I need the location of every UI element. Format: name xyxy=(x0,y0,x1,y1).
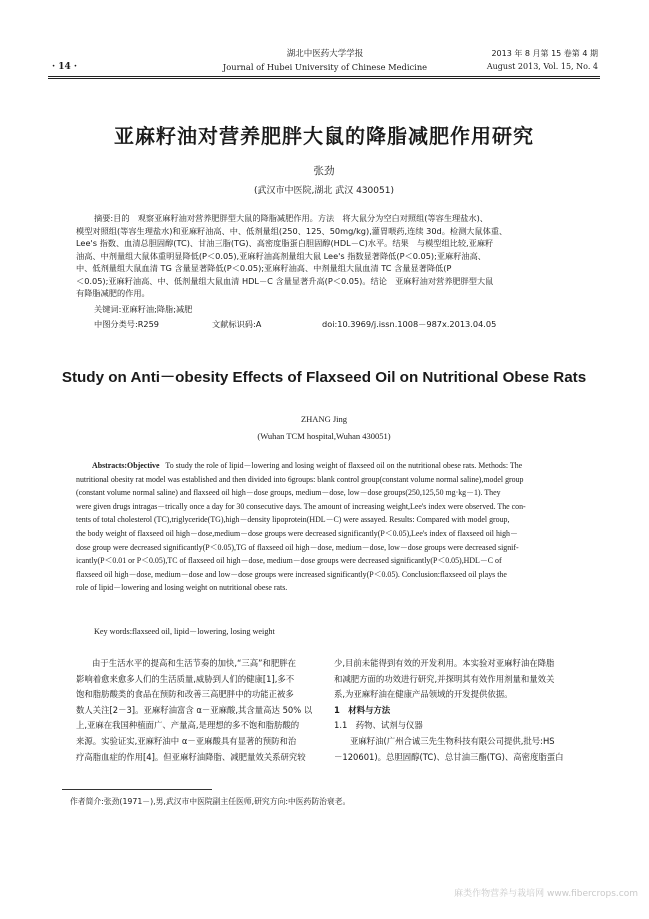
footnote-rule xyxy=(62,789,212,790)
abstract-cn xyxy=(76,212,578,300)
body-line: 来源。实验证实,亚麻籽油中 α－亚麻酸具有显著的预防和治 xyxy=(76,735,297,746)
abstract-en-line: To study the role of lipid－lowering and losing weight of flaxseed oil on the nutritional obese rats. Methods: The xyxy=(165,461,523,470)
keywords-cn: 关键词:亚麻籽油;降脂;减肥 xyxy=(94,304,193,314)
abstract-en-line: role of lipid－lowering and losing weight on nutritional obese rats. xyxy=(76,583,288,593)
author-cn: 张劲 xyxy=(313,165,335,177)
body-line: 和减肥方面的功效进行研究,并探明其有效作用剂量和量效关 xyxy=(334,673,555,684)
body-line: 上,亚麻在我国种植面广、产量高,是理想的多不饱和脂肪酸的 xyxy=(76,720,300,731)
subsection-heading: 1.1 药物、试剂与仪器 xyxy=(334,720,423,731)
page-number: · 14 · xyxy=(52,62,78,72)
abstract-cn-line: 模型对照组(等容生理盐水)和亚麻籽油高、中、低剂量组(250、125、50mg/kg),灌胃喂药,连续 30d。检测大鼠体重、 xyxy=(76,225,508,236)
abstract-en-label: Abstracts:Objective xyxy=(92,461,160,470)
author-en: ZHANG Jing xyxy=(300,414,348,424)
body-line: －120601)。总胆固醇(TC)、总甘油三酯(TG)、高密度脂蛋白 xyxy=(334,751,564,762)
abstract-cn-line: 油高、中剂量组大鼠体重明显降低(P＜0.05),亚麻籽油高剂量组大鼠 Lee's 指数显著降低(P＜0.05);亚麻籽油高、 xyxy=(76,250,486,261)
section-heading: 1 材料与方法 xyxy=(334,704,391,715)
body-line: 少,目前未能得到有效的开发利用。本实验对亚麻籽油在降脂 xyxy=(334,658,555,668)
journal-title-cn: 湖北中医药大学学报 xyxy=(286,49,364,59)
abstract-en-line: icantly(P＜0.01 or P＜0.05),TC of flaxseed oil high－dose, medium－dose groups were decreased significantly(P＜0.05),HDL－C of xyxy=(76,556,502,566)
abstract-en-line: (constant volume normal saline) and flaxseed oil high－dose groups, medium－dose, low－dose groups(250,125,50 mg·kg－1). They xyxy=(76,488,501,498)
affiliation-en: (Wuhan TCM hospital,Wuhan 430051) xyxy=(257,431,391,441)
body-column-right xyxy=(334,656,596,765)
clc-number: 中图分类号:R259 xyxy=(94,319,160,329)
body-line: 饱和脂肪酸类的食品在预防和改善三高肥胖中的功能正被多 xyxy=(76,689,294,700)
body-line: 疗高脂血症的作用[4]。但亚麻籽油降脂、减肥量效关系研究较 xyxy=(76,751,306,762)
abstract-cn-line: ＜0.05);亚麻籽油高、中、低剂量组大鼠血清 HDL－C 含量显著升高(P＜0.05)。结论 亚麻籽油对营养肥胖型大鼠 xyxy=(76,275,494,286)
abstract-en-line: the body weight of flaxseed oil high－dose,medium－dose groups were decreased significantly(P＜0.05),Lee's index of flaxseed oil high－ xyxy=(76,528,518,538)
abstract-en xyxy=(76,459,592,595)
watermark: 麻类作物营养与栽培网 www.fibercrops.com xyxy=(454,889,638,899)
article-title-cn: 亚麻籽油对营养肥胖大鼠的降脂减肥作用研究 xyxy=(114,124,534,148)
body-line: 影响着愈来愈多人们的生活质量,威胁到人们的健康[1],多不 xyxy=(76,673,295,684)
journal-title-en: Journal of Hubei University of Chinese Medicine xyxy=(222,62,428,72)
doi: doi:10.3969/j.issn.1008－987x.2013.04.05 xyxy=(322,319,497,329)
issue-info-cn: 2013 年 8 月第 15 卷第 4 期 xyxy=(491,49,598,58)
body-line: 由于生活水平的提高和生活节奏的加快,“三高”和肥胖在 xyxy=(92,658,296,668)
abstract-cn-line: 有降脂减肥的作用。 xyxy=(76,288,150,298)
abstract-en-line: were given drugs intragas－trically once a day for 30 consecutive days. The amount of increasing weight,Lee's index were observed. The con- xyxy=(76,501,526,511)
footnote: 作者简介:张劲(1971－),男,武汉市中医院副主任医师,研究方向:中医药防治衰老。 xyxy=(70,797,351,806)
header-rule-thin xyxy=(48,78,600,79)
abstract-en-first-line xyxy=(76,459,592,473)
abstract-cn-line: 摘要:目的 观察亚麻籽油对营养肥胖型大鼠的降脂减肥作用。方法 将大鼠分为空白对照组(等容生理盐水)、 xyxy=(94,213,488,223)
affiliation-cn: (武汉市中医院,湖北 武汉 430051) xyxy=(254,186,394,196)
body-line: 数人关注[2－3]。亚麻籽油富含 α－亚麻酸,其含量高达 50% 以 xyxy=(76,704,313,715)
header-rule xyxy=(48,76,600,77)
body-column-left xyxy=(76,656,322,765)
abstract-cn-line: Lee's 指数、血清总胆固醇(TC)、甘油三脂(TG)、高密度脂蛋白胆固醇(HDL－C)水平。结果 与模型组比较,亚麻籽 xyxy=(76,238,494,248)
body-line: 系,为亚麻籽油在健康产品领域的开发提供依据。 xyxy=(334,689,513,700)
abstract-en-line: dose group were decreased significantly(P＜0.05),TG of flaxseed oil high－dose, medium－dose, low－dose groups were decreased signif- xyxy=(76,542,519,552)
body-line: 亚麻籽油(广州合诚三先生物科技有限公司提供,批号:HS xyxy=(350,735,555,746)
abstract-en-line: flaxseed oil high－dose, medium－dose and low－dose groups were increased significantly(P＜0.05). Conclusion:flaxseed oil plays the xyxy=(76,569,507,579)
article-title-en: Study on Anti－obesity Effects of Flaxseed Oil on Nutritional Obese Rats xyxy=(61,369,587,386)
abstract-en-line: tents of total cholesterol (TC),triglyceride(TG),high－density lipoprotein(HDL－C) were assayed. Results: Compared with model group, xyxy=(76,515,510,525)
abstract-cn-line: 中、低剂量组大鼠血清 TG 含量显著降低(P＜0.05);亚麻籽油高、中剂量组大鼠血清 TC 含量显著降低(P xyxy=(76,263,452,273)
document-code: 文献标识码:A xyxy=(212,319,262,329)
abstract-en-line: nutritional obesity rat model was established and then divided into 6groups: blank control group(constant volume normal saline),model group xyxy=(76,474,524,484)
keywords-en: Key words:flaxseed oil, lipid－lowering, losing weight xyxy=(94,627,275,636)
issue-info-en: August 2013, Vol. 15, No. 4 xyxy=(486,62,598,71)
